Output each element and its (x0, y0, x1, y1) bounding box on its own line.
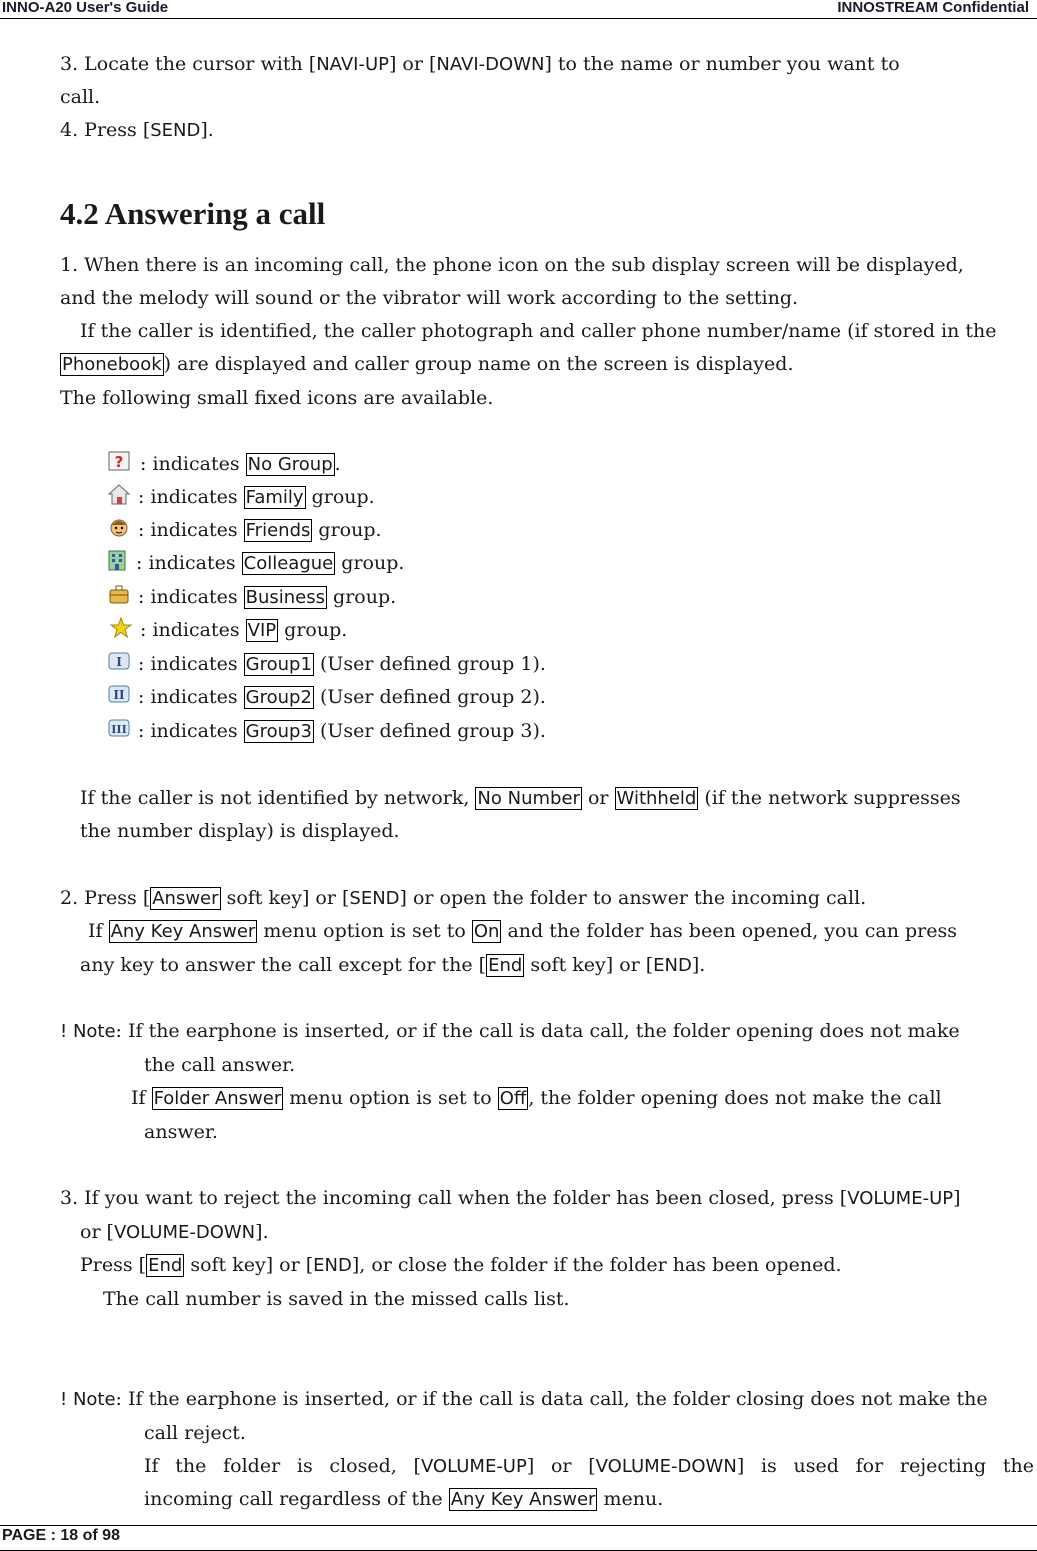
svg-text:?: ? (114, 453, 124, 471)
p1-line-5: The following small fixed icons are available. (60, 387, 494, 409)
group1-icon (108, 651, 130, 671)
icon-row-business: : indicates Business group. (138, 586, 397, 608)
icon-row-group2: : indicates Group2 (User defined group 2). (138, 686, 546, 708)
p1-line-3: If the caller is identified, the caller photograph and caller phone number/name (if stored in the (80, 320, 997, 342)
p1-line-4: Phonebook ) are displayed and caller group name on the screen is displayed. (62, 353, 794, 375)
svg-text:II: II (113, 688, 125, 702)
not-identified-line-2: the number display) is displayed. (80, 820, 400, 842)
p3-line-1: 3. If you want to reject the incoming call when the folder has been closed, press [VOLUME-UP] (60, 1187, 961, 1209)
icon-row-family: : indicates Family group. (138, 486, 375, 508)
p3-line-2: or [VOLUME-DOWN]. (80, 1221, 269, 1243)
note2-line-2: call reject. (144, 1422, 246, 1444)
press-send-line: 4. Press [SEND]. (60, 119, 214, 141)
p3-line-3: Press [ End soft key] or [END], or close the folder if the folder has been opened. (80, 1254, 842, 1276)
note-label: ! Note (60, 1021, 116, 1042)
note1-line-1: ! Note: If the earphone is inserted, or if the call is data call, the folder opening does not make (60, 1020, 960, 1042)
section-heading: 4.2 Answering a call (60, 196, 326, 231)
p1-line-1: 1. When there is an incoming call, the phone icon on the sub display screen will be displayed, (60, 254, 964, 276)
p2-line-3: any key to answer the call except for the [ End soft key] or [END]. (80, 954, 706, 976)
question-icon (108, 451, 130, 471)
group2-icon (108, 684, 130, 704)
icon-row-group3: : indicates Group3 (User defined group 3). (138, 720, 546, 742)
header-left-title: INNO-A20 User's Guide (2, 0, 169, 16)
p2-line-2: If Any Key Answer menu option is set to On and the folder has been opened, you can press (88, 920, 957, 942)
group3-icon (108, 718, 130, 738)
icon-row-friends: : indicates Friends group. (138, 519, 382, 541)
icon-row-vip: : indicates VIP group. (140, 619, 348, 641)
phonebook-box: Phonebook (62, 354, 162, 375)
not-identified-line-1: If the caller is not identified by network, No Number or Withheld (if the network suppresses (80, 787, 961, 809)
svg-text:I: I (116, 655, 122, 669)
star-icon (110, 617, 132, 637)
note2-line-4: incoming call regardless of the Any Key Answer menu. (144, 1488, 664, 1510)
header-right-title: INNOSTREAM Confidential (837, 0, 1029, 16)
page-number: PAGE : 18 of 98 (2, 1527, 120, 1544)
icon-row-colleague: : indicates Colleague group. (136, 552, 405, 574)
house-icon (108, 484, 130, 504)
svg-text:III: III (111, 723, 127, 736)
note2-line-1: ! Note: If the earphone is inserted, or if the call is data call, the folder closing does not make the (60, 1388, 988, 1410)
briefcase-icon (108, 584, 130, 604)
p2-line-1: 2. Press [ Answer soft key] or [SEND] or open the folder to answer the incoming call. (60, 887, 867, 909)
p3-line-4: The call number is saved in the missed calls list. (103, 1288, 570, 1310)
icon-row-no-group: : indicates No Group . (140, 453, 341, 475)
note1-line-4: answer. (144, 1121, 218, 1143)
note2-line-3: If the folder is closed, [VOLUME-UP] or [VOLUME-DOWN] is used for rejecting the (144, 1455, 1034, 1477)
page-header (0, 0, 1037, 19)
locate-line-1: 3. Locate the cursor with [NAVI-UP] or [NAVI-DOWN] to the name or number you want to (60, 53, 900, 75)
page-footer (0, 1525, 1037, 1551)
icon-row-group1: : indicates Group1 (User defined group 1). (138, 653, 546, 675)
note1-line-3: If Folder Answer menu option is set to Off , the folder opening does not make the call (131, 1087, 942, 1109)
friends-face-icon (108, 517, 130, 537)
note-label: ! Note (60, 1389, 116, 1410)
locate-line-2: call. (60, 86, 101, 108)
note1-line-2: the call answer. (144, 1054, 296, 1076)
building-icon (106, 550, 128, 570)
p1-line-2: and the melody will sound or the vibrator will work according to the setting. (60, 287, 799, 309)
